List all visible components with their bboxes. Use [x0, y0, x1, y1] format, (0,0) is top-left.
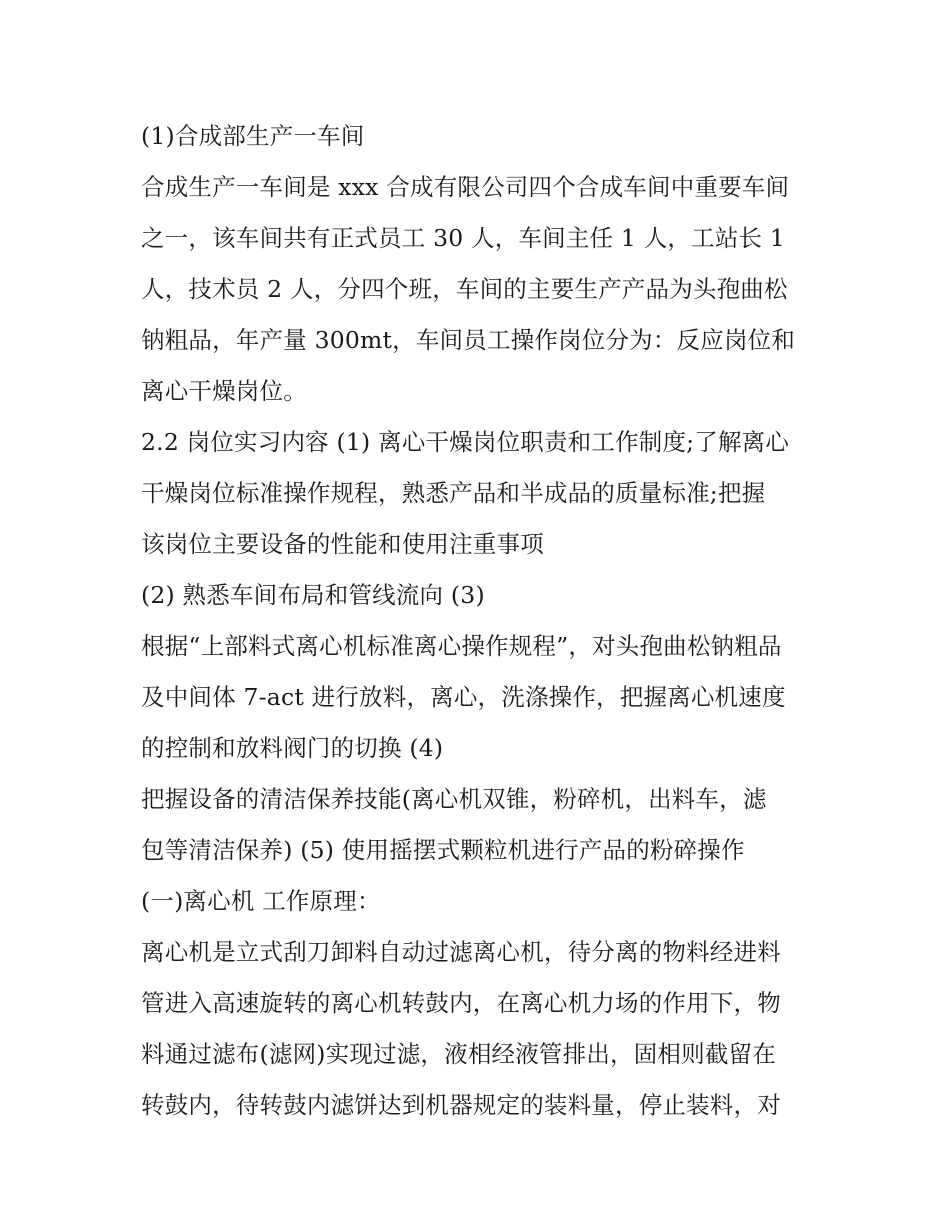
paragraph-line: 人，技术员 2 人，分四个班，车间的主要生产产品为头孢曲松	[141, 275, 788, 303]
paragraph-line: 包等清洁保养) (5) 使用摇摆式颗粒机进行产品的粉碎操作	[141, 836, 745, 864]
section-heading-workshop: (1)合成部生产一车间	[141, 122, 365, 150]
paragraph-line: 合成生产一车间是 xxx 合成有限公司四个合成车间中重要车间	[141, 173, 790, 201]
section-heading-internship-content: 2.2 岗位实习内容 (1) 离心干燥岗位职责和工作制度;了解离心	[141, 428, 790, 456]
paragraph-line: 钠粗品，年产量 300mt，车间员工操作岗位分为：反应岗位和	[141, 326, 796, 354]
paragraph-line: 转鼓内，待转鼓内滤饼达到机器规定的装料量，停止装料，对	[141, 1091, 781, 1119]
paragraph-line: 离心机是立式刮刀卸料自动过滤离心机，待分离的物料经进料	[141, 938, 781, 966]
paragraph-line: (2) 熟悉车间布局和管线流向 (3)	[141, 581, 485, 609]
paragraph-line: 的控制和放料阀门的切换 (4)	[141, 734, 444, 762]
paragraph-line: 干燥岗位标准操作规程，熟悉产品和半成品的质量标准;把握	[141, 479, 766, 507]
paragraph-line: 根据“上部料式离心机标准离心操作规程”，对头孢曲松钠粗品	[141, 632, 782, 660]
paragraph-line: 及中间体 7-act 进行放料，离心，洗涤操作，把握离心机速度	[141, 683, 786, 711]
section-heading-centrifuge: (一)离心机 工作原理：	[141, 887, 381, 915]
paragraph-line: 料通过滤布(滤网)实现过滤，液相经液管排出，固相则截留在	[141, 1040, 776, 1068]
document-body	[141, 111, 821, 1131]
paragraph-line: 离心干燥岗位。	[141, 377, 307, 405]
paragraph-line: 该岗位主要设备的性能和使用注重事项	[141, 530, 544, 558]
paragraph-line: 管进入高速旋转的离心机转鼓内，在离心机力场的作用下，物	[141, 989, 781, 1017]
paragraph-line: 之一，该车间共有正式员工 30 人，车间主任 1 人，工站长 1	[141, 224, 786, 252]
paragraph-line: 把握设备的清洁保养技能(离心机双锥，粉碎机，出料车，滤	[141, 785, 767, 813]
